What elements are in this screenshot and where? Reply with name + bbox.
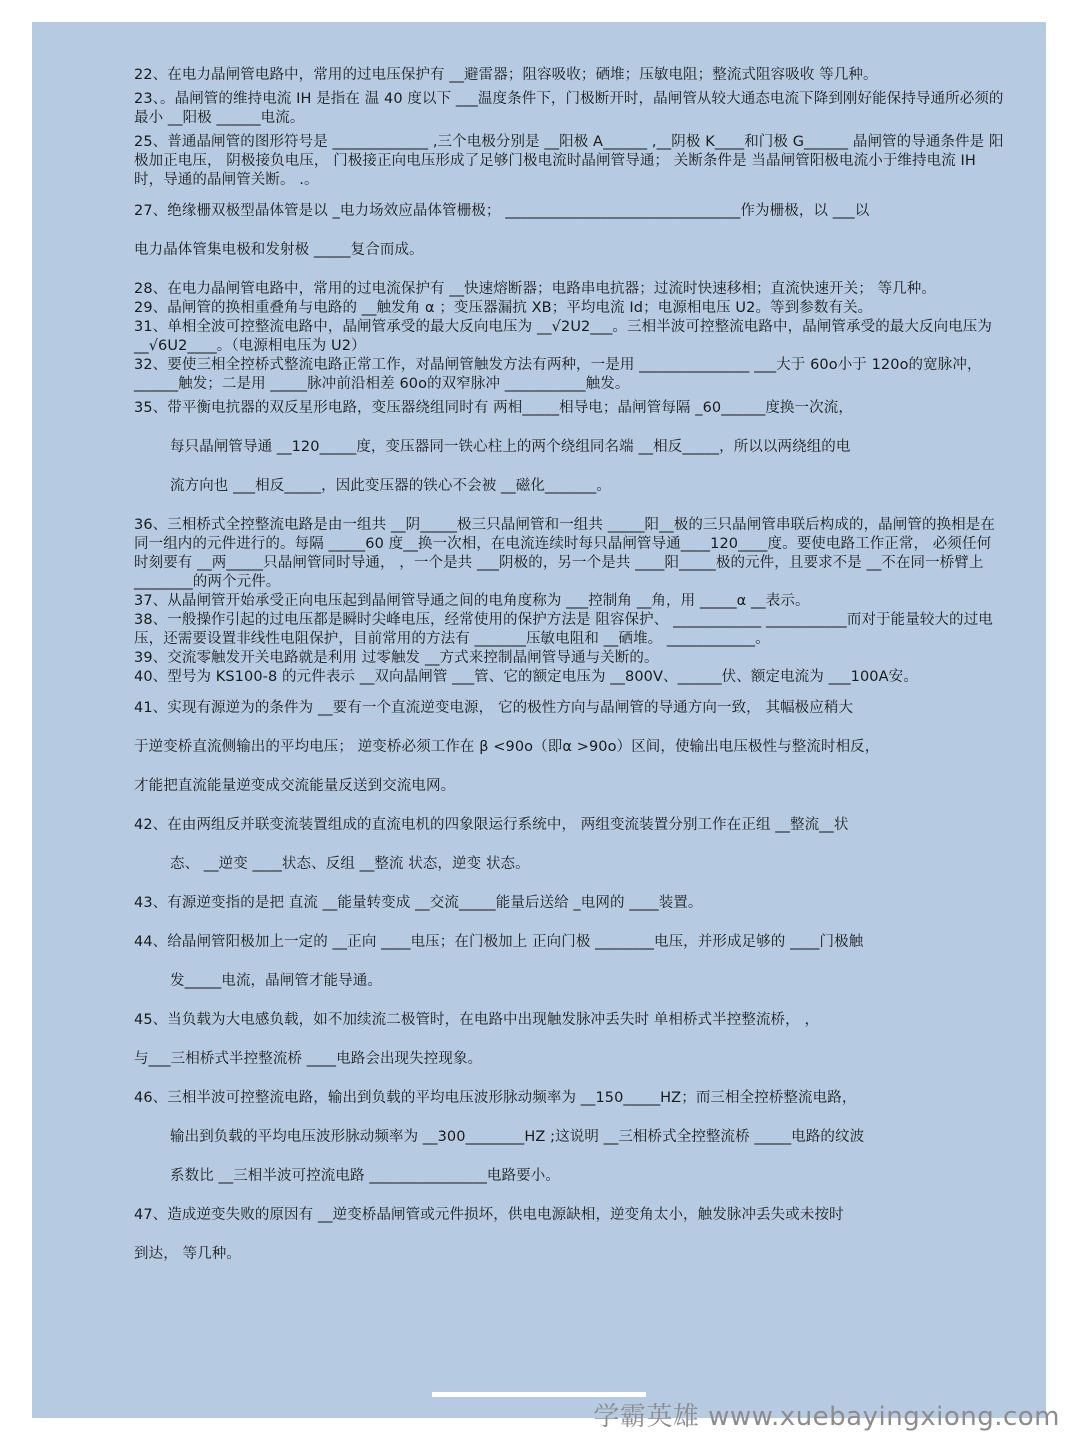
question-28: 28、在电力晶闸管电路中，常用的过电流保护有 __快速熔断器；电路串电抗器；过流时快速移相；直流快速开关； 等几种。 [134, 281, 936, 297]
question-41-cont-2: 才能把直流能量逆变成交流能量反送到交流电网。 [134, 778, 456, 794]
question-41: 41、实现有源逆为的条件为 __要有一个直流逆变电源， 它的极性方向与晶闸管的导通方向一致， 其幅极应稍大 [134, 700, 854, 716]
question-40: 40、型号为 KS100-8 的元件表示 __双向晶闸管 ___管、它的额定电压为 __800V、______伏、额定电流为 ___100A安。 [134, 669, 918, 685]
watermark: 学霸英雄 www.xuebayingxiong.com [593, 1402, 1060, 1432]
question-41-cont-1: 于逆变桥直流侧输出的平均电压； 逆变桥必须工作在 β <90o（即α >90o）区间，使输出电压极性与整流时相反， [134, 739, 880, 755]
question-36: 36、三相桥式全控整流电路是由一组共 __阴_____极三只晶闸管和一组共 _____阳__极的三只晶闸管串联后构成的，晶闸管的换相是在同一组内的元件进行的。每隔 _____60 度__换一次相，在电流连续时每只晶闸管导通____120____度。要使电路工作正常， 必须任何时刻要有 __两_____只晶闸管同时导通， ，一个是共 ___阴极的，另一个是共 ____阳_____极的元件，且要求不是 __不在同一桥臂上 ________的两个元件。 [134, 517, 995, 590]
question-29: 29、晶闸管的换相重叠角与电路的 __触发角 α ；变压器漏抗 XB；平均电流 Id；电源相电压 U2。等到参数有关。 [134, 300, 873, 316]
question-22: 22、在电力晶闸管电路中，常用的过电压保护有 __避雷器；阻容吸收；硒堆；压敏电阻；整流式阻容吸收 等几种。 [134, 67, 878, 83]
question-23: 23、。晶闸管的维持电流 IH 是指在 温 40 度以下 ___温度条件下，门极断开时，晶闸管从较大通态电流下降到刚好能保持导通所必须的最小 __阳极 ______电流。 [134, 91, 1004, 126]
question-27-cont: 电力晶体管集电极和发射极 _____复合而成。 [134, 242, 424, 258]
question-39: 39、交流零触发开关电路就是利用 过零触发 __方式来控制晶闸管导通与关断的。 [134, 650, 659, 666]
question-list [134, 66, 1004, 1264]
question-25: 25、普通晶闸管的图形符号是 _____________ ,三个电极分别是 __阳极 A______ ,__阴极 K____和门极 G______ 晶闸管的导通条件是 阳极加正电压， 阴极接负电压， 门极接正向电压形成了足够门极电流时晶闸管导通； 关断条件是 当晶闸管阳极电流小于维持电流 IH 时，导通的晶闸管关断。 .。 [134, 134, 1004, 188]
question-44: 44、给晶闸管阳极加上一定的 __正向 ____电压；在门极加上 正向门极 ________电压，并形成足够的 ____门极触 [134, 934, 864, 950]
question-46-cont-2: 系数比 __三相半波可控流电路 ________________电路要小。 [170, 1168, 560, 1184]
question-37: 37、从晶闸管开始承受正向电压起到晶闸管导通之间的电角度称为 ___控制角 __角，用 _____α __表示。 [134, 593, 810, 609]
question-31: 31、单相全波可控整流电路中，晶闸管承受的最大反向电压为 __√2U2___。三相半波可控整流电路中，晶闸管承受的最大反向电压为 __√6U2____。（电源相电压为 U2） [134, 319, 993, 354]
question-35-cont-1: 每只晶闸管导通 __120_____度，变压器同一铁心柱上的两个绕组同名端 __相反_____，所以以两绕组的电 [170, 439, 851, 455]
question-27: 27、绝缘栅双极型晶体管是以 _电力场效应晶体管栅极； ________________________________作为栅极，以 ___以 [134, 203, 870, 219]
question-47: 47、造成逆变失败的原因有 __逆变桥晶闸管或元件损坏，供电电源缺相，逆变角太小，触发脉冲丢失或未按时 [134, 1207, 844, 1223]
question-32: 32、要使三相全控桥式整流电路正常工作，对晶闸管触发方法有两种，一是用 _______________ ___大于 60o小于 120o的宽脉冲，______触发；二是用 _____脉冲前沿相差 60o的双窄脉冲 ___________触发。 [134, 357, 982, 392]
question-46: 46、三相半波可控整流电路，输出到负载的平均电压波形脉动频率为 __150_____HZ；而三相全控桥整流电路， [134, 1090, 857, 1106]
question-44-cont: 发_____电流，晶闸管才能导通。 [170, 973, 382, 989]
question-42-cont: 态、 __逆变 ____状态、反组 __整流 状态，逆变 状态。 [170, 856, 530, 872]
question-46-cont-1: 输出到负载的平均电压波形脉动频率为 __300________HZ ;这说明 __三相桥式全控整流桥 _____电路的纹波 [170, 1129, 865, 1145]
question-42: 42、在由两组反并联变流装置组成的直流电机的四象限运行系统中， 两组变流装置分别工作在正组 __整流__状 [134, 817, 849, 833]
question-35: 35、带平衡电抗器的双反星形电路，变压器绕组同时有 两相_____相导电；晶闸管每隔 _60______度换一次流， [134, 400, 853, 416]
question-47-cont: 到达， 等几种。 [134, 1246, 241, 1262]
question-38: 38、一般操作引起的过电压都是瞬时尖峰电压，经常使用的保护方法是 阻容保护、 ____________ ___________而对于能量较大的过电压，还需要设置非线性电阻保护，目前常用的方法有 _______压敏电阻和 __硒堆。 ____________。 [134, 612, 993, 647]
question-45: 45、当负载为大电感负载，如不加续流二极管时，在电路中出现触发脉冲丢失时 单相桥式半控整流桥， ， [134, 1012, 820, 1028]
question-35-cont-2: 流方向也 ___相反_____，因此变压器的铁心不会被 __磁化_______。 [170, 478, 611, 494]
question-45-cont: 与___三相桥式半控整流桥 ____电路会出现失控现象。 [134, 1051, 483, 1067]
question-43: 43、有源逆变指的是把 直流 __能量转变成 __交流_____能量后送给 _电网的 ____装置。 [134, 895, 703, 911]
